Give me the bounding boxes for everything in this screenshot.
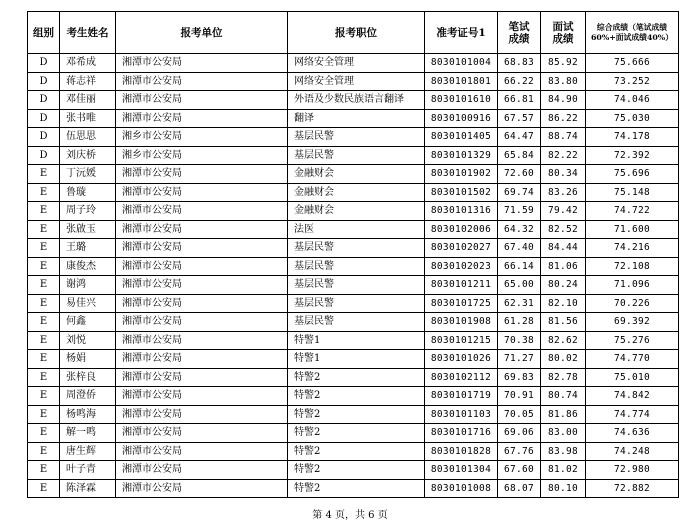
cell-ticket: 8030101329 bbox=[425, 146, 498, 165]
cell-name: 鲁璇 bbox=[60, 183, 116, 202]
cell-name: 张书唯 bbox=[60, 109, 116, 128]
cell-unit: 湘潭市公安局 bbox=[116, 54, 288, 73]
cell-unit: 湘潭市公安局 bbox=[116, 424, 288, 443]
cell-position: 特警1 bbox=[288, 350, 425, 369]
cell-name: 刘悦 bbox=[60, 331, 116, 350]
table-row bbox=[28, 276, 679, 295]
table-row bbox=[28, 442, 679, 461]
cell-group: E bbox=[28, 424, 60, 443]
cell-total: 69.392 bbox=[586, 313, 679, 332]
cell-written: 65.84 bbox=[498, 146, 541, 165]
cell-written: 64.32 bbox=[498, 220, 541, 239]
cell-unit: 湘潭市公安局 bbox=[116, 183, 288, 202]
cell-unit: 湘潭市公安局 bbox=[116, 202, 288, 221]
cell-written: 66.81 bbox=[498, 91, 541, 110]
cell-written: 71.27 bbox=[498, 350, 541, 369]
table-row bbox=[28, 331, 679, 350]
cell-interview: 85.92 bbox=[541, 54, 586, 73]
cell-ticket: 8030101316 bbox=[425, 202, 498, 221]
cell-unit: 湘潭市公安局 bbox=[116, 72, 288, 91]
cell-written: 68.07 bbox=[498, 479, 541, 498]
table-row bbox=[28, 313, 679, 332]
cell-position: 外语及少数民族语言翻译 bbox=[288, 91, 425, 110]
cell-ticket: 8030101902 bbox=[425, 165, 498, 184]
cell-written: 70.38 bbox=[498, 331, 541, 350]
cell-name: 王璐 bbox=[60, 239, 116, 258]
cell-ticket: 8030101026 bbox=[425, 350, 498, 369]
cell-interview: 81.86 bbox=[541, 405, 586, 424]
cell-position: 特警2 bbox=[288, 442, 425, 461]
cell-unit: 湘潭市公安局 bbox=[116, 109, 288, 128]
cell-group: E bbox=[28, 461, 60, 480]
table-row bbox=[28, 257, 679, 276]
cell-written: 66.22 bbox=[498, 72, 541, 91]
table-row bbox=[28, 128, 679, 147]
cell-interview: 80.24 bbox=[541, 276, 586, 295]
table-row bbox=[28, 350, 679, 369]
cell-unit: 湘潭市公安局 bbox=[116, 442, 288, 461]
cell-ticket: 8030101716 bbox=[425, 424, 498, 443]
cell-group: E bbox=[28, 165, 60, 184]
cell-total: 75.666 bbox=[586, 54, 679, 73]
table-row bbox=[28, 220, 679, 239]
cell-unit: 湘乡市公安局 bbox=[116, 128, 288, 147]
cell-ticket: 8030101103 bbox=[425, 405, 498, 424]
cell-ticket: 8030101828 bbox=[425, 442, 498, 461]
cell-unit: 湘潭市公安局 bbox=[116, 165, 288, 184]
cell-total: 72.108 bbox=[586, 257, 679, 276]
cell-name: 谢鸿 bbox=[60, 276, 116, 295]
cell-written: 69.74 bbox=[498, 183, 541, 202]
header-written: 笔试成绩 bbox=[498, 12, 541, 54]
cell-unit: 湘潭市公安局 bbox=[116, 350, 288, 369]
cell-total: 74.046 bbox=[586, 91, 679, 110]
table-row bbox=[28, 183, 679, 202]
cell-unit: 湘潭市公安局 bbox=[116, 220, 288, 239]
cell-interview: 84.44 bbox=[541, 239, 586, 258]
cell-position: 网络安全管理 bbox=[288, 72, 425, 91]
cell-name: 邓希成 bbox=[60, 54, 116, 73]
table-body bbox=[28, 54, 679, 498]
cell-ticket: 8030101908 bbox=[425, 313, 498, 332]
cell-name: 康俊杰 bbox=[60, 257, 116, 276]
header-total: 综合成绩（笔试成绩60%+面试成绩40%） bbox=[586, 12, 679, 54]
cell-name: 邓佳丽 bbox=[60, 91, 116, 110]
cell-ticket: 8030101610 bbox=[425, 91, 498, 110]
cell-written: 61.28 bbox=[498, 313, 541, 332]
cell-total: 72.980 bbox=[586, 461, 679, 480]
cell-group: D bbox=[28, 91, 60, 110]
cell-total: 75.148 bbox=[586, 183, 679, 202]
cell-total: 74.770 bbox=[586, 350, 679, 369]
page-footer: 第 4 页，共 6 页 bbox=[312, 510, 388, 521]
cell-ticket: 8030102027 bbox=[425, 239, 498, 258]
cell-total: 71.096 bbox=[586, 276, 679, 295]
cell-ticket: 8030101215 bbox=[425, 331, 498, 350]
cell-ticket: 8030101304 bbox=[425, 461, 498, 480]
cell-position: 金融财会 bbox=[288, 165, 425, 184]
header-name: 考生姓名 bbox=[60, 12, 116, 54]
cell-position: 基层民警 bbox=[288, 276, 425, 295]
cell-name: 刘庆桥 bbox=[60, 146, 116, 165]
cell-name: 叶子青 bbox=[60, 461, 116, 480]
cell-interview: 83.98 bbox=[541, 442, 586, 461]
cell-name: 解一鸣 bbox=[60, 424, 116, 443]
cell-name: 张梓良 bbox=[60, 368, 116, 387]
cell-position: 特警1 bbox=[288, 331, 425, 350]
table-row bbox=[28, 91, 679, 110]
cell-position: 金融财会 bbox=[288, 202, 425, 221]
cell-total: 75.696 bbox=[586, 165, 679, 184]
cell-written: 67.60 bbox=[498, 461, 541, 480]
cell-interview: 80.02 bbox=[541, 350, 586, 369]
table-row bbox=[28, 146, 679, 165]
cell-total: 74.248 bbox=[586, 442, 679, 461]
cell-ticket: 8030101801 bbox=[425, 72, 498, 91]
cell-interview: 82.62 bbox=[541, 331, 586, 350]
cell-position: 特警2 bbox=[288, 424, 425, 443]
cell-position: 基层民警 bbox=[288, 257, 425, 276]
cell-total: 71.600 bbox=[586, 220, 679, 239]
cell-group: E bbox=[28, 276, 60, 295]
cell-written: 70.05 bbox=[498, 405, 541, 424]
cell-unit: 湘潭市公安局 bbox=[116, 461, 288, 480]
cell-written: 65.00 bbox=[498, 276, 541, 295]
cell-position: 金融财会 bbox=[288, 183, 425, 202]
table-row bbox=[28, 202, 679, 221]
cell-written: 69.06 bbox=[498, 424, 541, 443]
cell-group: E bbox=[28, 479, 60, 498]
cell-interview: 81.06 bbox=[541, 257, 586, 276]
cell-ticket: 8030101719 bbox=[425, 387, 498, 406]
cell-ticket: 8030101004 bbox=[425, 54, 498, 73]
cell-unit: 湘潭市公安局 bbox=[116, 276, 288, 295]
cell-group: E bbox=[28, 183, 60, 202]
cell-unit: 湘潭市公安局 bbox=[116, 368, 288, 387]
cell-name: 陈泽霖 bbox=[60, 479, 116, 498]
cell-name: 丁沅媛 bbox=[60, 165, 116, 184]
table-row bbox=[28, 239, 679, 258]
table-row bbox=[28, 109, 679, 128]
cell-name: 蒋志祥 bbox=[60, 72, 116, 91]
cell-group: E bbox=[28, 368, 60, 387]
cell-name: 周澄侨 bbox=[60, 387, 116, 406]
cell-total: 74.216 bbox=[586, 239, 679, 258]
cell-written: 69.83 bbox=[498, 368, 541, 387]
cell-total: 70.226 bbox=[586, 294, 679, 313]
cell-written: 68.83 bbox=[498, 54, 541, 73]
header-row bbox=[28, 12, 679, 54]
cell-total: 74.178 bbox=[586, 128, 679, 147]
cell-interview: 84.90 bbox=[541, 91, 586, 110]
cell-unit: 湘潭市公安局 bbox=[116, 313, 288, 332]
cell-position: 基层民警 bbox=[288, 313, 425, 332]
cell-total: 75.276 bbox=[586, 331, 679, 350]
cell-position: 特警2 bbox=[288, 368, 425, 387]
cell-position: 特警2 bbox=[288, 479, 425, 498]
cell-group: E bbox=[28, 405, 60, 424]
cell-interview: 81.02 bbox=[541, 461, 586, 480]
cell-interview: 83.80 bbox=[541, 72, 586, 91]
cell-written: 67.57 bbox=[498, 109, 541, 128]
cell-group: D bbox=[28, 128, 60, 147]
cell-position: 基层民警 bbox=[288, 128, 425, 147]
cell-ticket: 8030101211 bbox=[425, 276, 498, 295]
cell-interview: 79.42 bbox=[541, 202, 586, 221]
cell-group: E bbox=[28, 239, 60, 258]
cell-group: D bbox=[28, 54, 60, 73]
cell-position: 特警2 bbox=[288, 387, 425, 406]
cell-total: 74.722 bbox=[586, 202, 679, 221]
cell-position: 翻译 bbox=[288, 109, 425, 128]
cell-group: E bbox=[28, 387, 60, 406]
cell-group: E bbox=[28, 220, 60, 239]
cell-interview: 83.26 bbox=[541, 183, 586, 202]
cell-ticket: 8030101008 bbox=[425, 479, 498, 498]
header-group: 组别 bbox=[28, 12, 60, 54]
cell-interview: 81.56 bbox=[541, 313, 586, 332]
cell-interview: 80.34 bbox=[541, 165, 586, 184]
header-ticket: 准考证号1 bbox=[425, 12, 498, 54]
cell-ticket: 8030101725 bbox=[425, 294, 498, 313]
cell-ticket: 8030102112 bbox=[425, 368, 498, 387]
cell-written: 66.14 bbox=[498, 257, 541, 276]
header-position: 报考职位 bbox=[288, 12, 425, 54]
table-row bbox=[28, 368, 679, 387]
cell-unit: 湘潭市公安局 bbox=[116, 91, 288, 110]
cell-interview: 80.10 bbox=[541, 479, 586, 498]
cell-name: 杨娟 bbox=[60, 350, 116, 369]
table-row bbox=[28, 165, 679, 184]
cell-written: 67.40 bbox=[498, 239, 541, 258]
cell-unit: 湘潭市公安局 bbox=[116, 294, 288, 313]
cell-name: 易佳兴 bbox=[60, 294, 116, 313]
cell-group: E bbox=[28, 257, 60, 276]
cell-unit: 湘潭市公安局 bbox=[116, 257, 288, 276]
cell-unit: 湘潭市公安局 bbox=[116, 387, 288, 406]
header-interview: 面试成绩 bbox=[541, 12, 586, 54]
cell-group: E bbox=[28, 202, 60, 221]
cell-position: 网络安全管理 bbox=[288, 54, 425, 73]
cell-ticket: 8030101405 bbox=[425, 128, 498, 147]
cell-interview: 82.78 bbox=[541, 368, 586, 387]
cell-written: 62.31 bbox=[498, 294, 541, 313]
cell-written: 67.76 bbox=[498, 442, 541, 461]
cell-written: 64.47 bbox=[498, 128, 541, 147]
cell-total: 74.842 bbox=[586, 387, 679, 406]
cell-ticket: 8030102006 bbox=[425, 220, 498, 239]
cell-ticket: 8030101502 bbox=[425, 183, 498, 202]
cell-name: 周子玲 bbox=[60, 202, 116, 221]
cell-name: 杨鸣海 bbox=[60, 405, 116, 424]
cell-ticket: 8030100916 bbox=[425, 109, 498, 128]
cell-name: 何鑫 bbox=[60, 313, 116, 332]
cell-group: D bbox=[28, 72, 60, 91]
cell-name: 唐生辉 bbox=[60, 442, 116, 461]
cell-total: 75.010 bbox=[586, 368, 679, 387]
table-row bbox=[28, 424, 679, 443]
score-table bbox=[27, 11, 679, 498]
cell-unit: 湘乡市公安局 bbox=[116, 146, 288, 165]
table-row bbox=[28, 54, 679, 73]
cell-interview: 82.10 bbox=[541, 294, 586, 313]
cell-position: 法医 bbox=[288, 220, 425, 239]
cell-interview: 83.00 bbox=[541, 424, 586, 443]
table-row bbox=[28, 72, 679, 91]
cell-group: E bbox=[28, 313, 60, 332]
cell-name: 张啟玉 bbox=[60, 220, 116, 239]
cell-group: E bbox=[28, 294, 60, 313]
cell-group: D bbox=[28, 146, 60, 165]
cell-written: 72.60 bbox=[498, 165, 541, 184]
cell-unit: 湘潭市公安局 bbox=[116, 331, 288, 350]
table-row bbox=[28, 461, 679, 480]
cell-written: 70.91 bbox=[498, 387, 541, 406]
cell-position: 基层民警 bbox=[288, 146, 425, 165]
header-unit: 报考单位 bbox=[116, 12, 288, 54]
cell-group: E bbox=[28, 442, 60, 461]
cell-total: 72.882 bbox=[586, 479, 679, 498]
cell-total: 73.252 bbox=[586, 72, 679, 91]
cell-ticket: 8030102023 bbox=[425, 257, 498, 276]
cell-position: 特警2 bbox=[288, 405, 425, 424]
cell-position: 基层民警 bbox=[288, 294, 425, 313]
cell-interview: 82.52 bbox=[541, 220, 586, 239]
cell-group: E bbox=[28, 350, 60, 369]
cell-total: 72.392 bbox=[586, 146, 679, 165]
cell-unit: 湘潭市公安局 bbox=[116, 479, 288, 498]
cell-group: E bbox=[28, 331, 60, 350]
cell-unit: 湘潭市公安局 bbox=[116, 239, 288, 258]
table-row bbox=[28, 294, 679, 313]
table-row bbox=[28, 387, 679, 406]
cell-interview: 88.74 bbox=[541, 128, 586, 147]
cell-written: 71.59 bbox=[498, 202, 541, 221]
cell-name: 伍思思 bbox=[60, 128, 116, 147]
table-row bbox=[28, 479, 679, 498]
cell-unit: 湘潭市公安局 bbox=[116, 405, 288, 424]
cell-interview: 82.22 bbox=[541, 146, 586, 165]
cell-total: 75.030 bbox=[586, 109, 679, 128]
cell-group: D bbox=[28, 109, 60, 128]
cell-position: 基层民警 bbox=[288, 239, 425, 258]
cell-total: 74.636 bbox=[586, 424, 679, 443]
cell-interview: 80.74 bbox=[541, 387, 586, 406]
cell-total: 74.774 bbox=[586, 405, 679, 424]
cell-interview: 86.22 bbox=[541, 109, 586, 128]
table-row bbox=[28, 405, 679, 424]
cell-position: 特警2 bbox=[288, 461, 425, 480]
